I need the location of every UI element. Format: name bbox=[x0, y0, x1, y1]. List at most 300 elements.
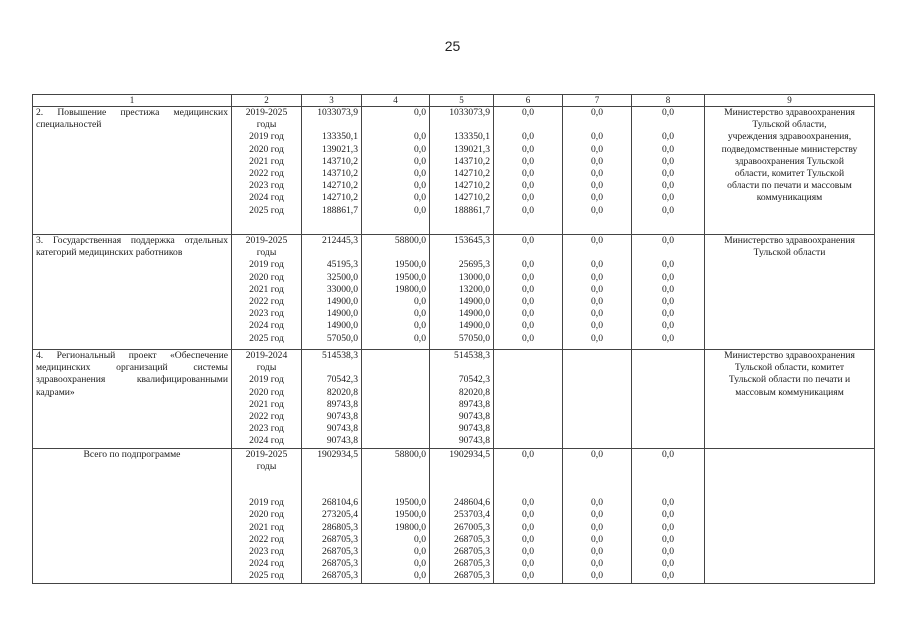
column-7-cell-value: 0,0 bbox=[591, 546, 603, 557]
total-amount-cell-value: 14900,0 bbox=[326, 320, 358, 332]
column-4-cell-value bbox=[365, 350, 426, 362]
column-7-cell-value: 0,0 bbox=[591, 180, 603, 192]
column-5-cell-value: 142710,2 bbox=[454, 192, 490, 204]
column-6-cell-value: 0,0 bbox=[522, 521, 534, 533]
column-number-4: 4 bbox=[362, 95, 430, 107]
total-amount-cell-value: 268705,3 bbox=[322, 558, 358, 570]
period-cell-value: 2019-2024 bbox=[245, 350, 288, 361]
column-5-cell-value: 188861,7 bbox=[454, 204, 490, 216]
total-amount-cell-value: 286805,3 bbox=[322, 521, 358, 533]
column-7-cell-value: 0,0 bbox=[591, 332, 603, 344]
column-4-cell-value: 19800,0 bbox=[394, 283, 426, 295]
column-7-cell-value: 0,0 bbox=[591, 570, 603, 582]
column-6-cell bbox=[494, 448, 563, 583]
column-8-cell-value bbox=[635, 119, 701, 131]
period-cell-value: 2021 год bbox=[249, 155, 284, 167]
column-8-cell-value bbox=[635, 399, 701, 411]
total-amount-cell-value: 57050,0 bbox=[326, 332, 358, 344]
total-amount-cell-value: 268705,3 bbox=[322, 570, 358, 582]
period-cell-value: 2024 год bbox=[249, 320, 284, 332]
column-6-cell bbox=[494, 350, 563, 449]
column-6-cell-value: 0,0 bbox=[522, 558, 534, 570]
column-6-cell-value bbox=[497, 387, 559, 399]
column-4-cell bbox=[362, 235, 430, 350]
total-amount-cell-value: 90743,8 bbox=[326, 435, 358, 447]
column-8-cell-value: 0,0 bbox=[662, 204, 674, 216]
total-amount-cell-value: 212445,3 bbox=[322, 235, 358, 246]
column-6-cell-value: 0,0 bbox=[522, 570, 534, 582]
total-amount-cell-value bbox=[305, 461, 358, 473]
column-7-cell-value: 0,0 bbox=[591, 320, 603, 332]
period-cell-value: 2019-2025 bbox=[245, 448, 288, 460]
column-5-cell-value: 267005,3 bbox=[454, 521, 490, 533]
column-4-cell-value: 0,0 bbox=[414, 155, 426, 167]
column-8-cell-value: 0,0 bbox=[662, 521, 674, 533]
column-7-cell-value: 0,0 bbox=[591, 509, 603, 521]
organization-line: Тульской области, комитет bbox=[734, 362, 845, 374]
column-7-cell-value: 0,0 bbox=[591, 271, 603, 283]
period-cell-value: 2021 год bbox=[249, 398, 284, 410]
column-5-cell bbox=[430, 235, 494, 350]
column-5-cell-value: 268705,3 bbox=[454, 570, 490, 582]
column-6-cell-value: 0,0 bbox=[522, 295, 534, 307]
column-8-cell-value bbox=[635, 247, 701, 259]
column-5-cell bbox=[430, 448, 494, 583]
column-8-cell-value: 0,0 bbox=[662, 180, 674, 192]
column-5-cell-value: 1902934,5 bbox=[449, 448, 490, 460]
column-8-cell-value: 0,0 bbox=[662, 332, 674, 344]
column-7-cell-value bbox=[566, 119, 628, 131]
column-7-cell-value: 0,0 bbox=[591, 521, 603, 533]
column-8-cell-value bbox=[635, 485, 701, 497]
organization-line: области, комитет Тульской bbox=[734, 167, 845, 179]
total-amount-cell-value: 1902934,5 bbox=[317, 448, 358, 460]
column-8-cell-value bbox=[635, 362, 701, 374]
column-5-cell-value: 268705,3 bbox=[454, 533, 490, 545]
column-7-cell bbox=[563, 350, 632, 449]
column-7-cell-value bbox=[566, 473, 628, 485]
column-7-cell-value: 0,0 bbox=[591, 131, 603, 143]
column-8-cell bbox=[632, 350, 705, 449]
total-amount-cell-value: 142710,2 bbox=[322, 180, 358, 192]
period-cell-value: 2025 год bbox=[249, 570, 284, 582]
column-7-cell-value: 0,0 bbox=[591, 558, 603, 570]
column-5-cell-value: 139021,3 bbox=[454, 143, 490, 155]
column-4-cell-value: 0,0 bbox=[414, 192, 426, 204]
period-cell-value: 2023 год bbox=[249, 308, 284, 320]
column-8-cell-value: 0,0 bbox=[662, 308, 674, 320]
period-cell bbox=[232, 448, 302, 583]
column-8-cell-value bbox=[635, 387, 701, 399]
total-amount-cell-value: 14900,0 bbox=[326, 295, 358, 307]
total-amount-cell-value bbox=[305, 473, 358, 485]
period-cell-value: годы bbox=[256, 119, 277, 131]
column-5-cell-value: 143710,2 bbox=[454, 155, 490, 167]
total-amount-cell-value: 33000,0 bbox=[326, 283, 358, 295]
column-6-cell-value bbox=[497, 473, 559, 485]
column-7-cell-value: 0,0 bbox=[591, 448, 603, 460]
column-8-cell-value bbox=[635, 411, 701, 423]
period-cell bbox=[232, 350, 302, 449]
total-amount-cell-value: 268104,6 bbox=[322, 497, 358, 509]
column-7-cell-value bbox=[566, 350, 628, 362]
column-6-cell bbox=[494, 107, 563, 235]
total-amount-cell-value bbox=[305, 247, 358, 259]
total-amount-cell-value: 89743,8 bbox=[326, 398, 358, 410]
column-8-cell-value: 0,0 bbox=[662, 131, 674, 143]
column-4-cell-value: 0,0 bbox=[414, 558, 426, 570]
column-8-cell-value: 0,0 bbox=[662, 271, 674, 283]
activity-name: 4. Региональный проект «Обеспечение медицинских организаций системы здравоохранения квалифицированными кадрами» bbox=[33, 350, 232, 449]
column-number-1: 1 bbox=[33, 95, 232, 107]
column-number-7: 7 bbox=[563, 95, 632, 107]
column-5-cell-value: 82020,8 bbox=[458, 386, 490, 398]
column-7-cell-value bbox=[566, 411, 628, 423]
period-cell-value: 2024 год bbox=[249, 558, 284, 570]
column-5-cell-value: 253703,4 bbox=[454, 509, 490, 521]
total-amount-cell-value: 273205,4 bbox=[322, 509, 358, 521]
column-8-cell-value: 0,0 bbox=[662, 107, 674, 118]
page-number: 25 bbox=[444, 38, 461, 54]
column-8-cell-value: 0,0 bbox=[662, 448, 674, 460]
table-row bbox=[33, 350, 875, 449]
period-cell-value: годы bbox=[256, 460, 277, 472]
period-cell-value: 2022 год bbox=[249, 295, 284, 307]
total-amount-cell-value: 70542,3 bbox=[326, 374, 358, 386]
period-cell-value: 2020 год bbox=[249, 271, 284, 283]
period-cell-value: годы bbox=[256, 247, 277, 259]
column-4-cell-value: 19500,0 bbox=[394, 509, 426, 521]
total-amount-cell-value: 90743,8 bbox=[326, 423, 358, 435]
column-4-cell-value bbox=[365, 374, 426, 386]
period-cell-value: 2023 год bbox=[249, 180, 284, 192]
column-4-cell-value: 0,0 bbox=[414, 295, 426, 307]
column-4-cell-value: 0,0 bbox=[414, 107, 426, 118]
column-8-cell-value: 0,0 bbox=[662, 497, 674, 509]
period-cell-value: 2019-2025 bbox=[245, 107, 288, 118]
column-6-cell-value: 0,0 bbox=[522, 509, 534, 521]
column-6-cell-value bbox=[497, 247, 559, 259]
period-cell-value: 2023 год bbox=[249, 423, 284, 435]
period-cell-value bbox=[235, 485, 298, 497]
column-7-cell-value bbox=[566, 387, 628, 399]
column-4-cell-value bbox=[365, 411, 426, 423]
organization-line: учреждения здравоохранения, bbox=[727, 131, 852, 143]
column-6-cell-value: 0,0 bbox=[522, 497, 534, 509]
responsible-organization bbox=[705, 448, 875, 583]
table-row bbox=[33, 448, 875, 583]
column-5-cell-value: 25695,3 bbox=[458, 259, 490, 271]
total-amount-cell-value: 139021,3 bbox=[322, 143, 358, 155]
total-amount-cell-value: 268705,3 bbox=[322, 533, 358, 545]
column-8-cell-value bbox=[635, 350, 701, 362]
column-6-cell-value: 0,0 bbox=[522, 308, 534, 320]
column-5-cell-value: 70542,3 bbox=[458, 374, 490, 386]
column-5-cell-value bbox=[433, 119, 490, 131]
organization-line: Министерство здравоохранения bbox=[724, 235, 855, 246]
column-4-cell bbox=[362, 448, 430, 583]
organization-line: Тульской области по печати и bbox=[728, 374, 851, 386]
column-4-cell-value bbox=[365, 461, 426, 473]
column-6-cell-value: 0,0 bbox=[522, 259, 534, 271]
column-8-cell-value: 0,0 bbox=[662, 558, 674, 570]
column-7-cell-value bbox=[566, 435, 628, 447]
column-6-cell-value: 0,0 bbox=[522, 143, 534, 155]
column-7-cell bbox=[563, 448, 632, 583]
column-5-cell bbox=[430, 350, 494, 449]
column-8-cell bbox=[632, 107, 705, 235]
total-amount-cell-value: 14900,0 bbox=[326, 308, 358, 320]
column-4-cell-value bbox=[365, 119, 426, 131]
column-7-cell-value: 0,0 bbox=[591, 259, 603, 271]
column-8-cell-value: 0,0 bbox=[662, 546, 674, 557]
column-7-cell-value bbox=[566, 461, 628, 473]
column-6-cell-value: 0,0 bbox=[522, 332, 534, 344]
period-cell-value: 2022 год bbox=[249, 410, 284, 422]
column-4-cell-value: 19800,0 bbox=[394, 521, 426, 533]
period-cell bbox=[232, 107, 302, 235]
column-8-cell-value bbox=[635, 461, 701, 473]
column-5-cell bbox=[430, 107, 494, 235]
total-amount-cell-value: 142710,2 bbox=[322, 192, 358, 204]
column-6-cell-value bbox=[497, 435, 559, 447]
total-amount-cell-value: 143710,2 bbox=[322, 155, 358, 167]
column-6-cell-value: 0,0 bbox=[522, 131, 534, 143]
organization-line: Министерство здравоохранения bbox=[724, 350, 855, 361]
column-6-cell-value: 0,0 bbox=[522, 167, 534, 179]
column-5-cell-value: 268705,3 bbox=[454, 546, 490, 557]
column-4-cell-value: 19500,0 bbox=[394, 271, 426, 283]
column-7-cell-value: 0,0 bbox=[591, 308, 603, 320]
column-6-cell-value bbox=[497, 119, 559, 131]
organization-line: Тульской области bbox=[753, 247, 826, 259]
organization-line: массовым коммуникациям bbox=[735, 386, 844, 398]
total-amount-cell bbox=[302, 107, 362, 235]
column-4-cell-value: 0,0 bbox=[414, 533, 426, 545]
organization-line: области по печати и массовым bbox=[727, 180, 852, 192]
total-amount-cell-value: 82020,8 bbox=[326, 386, 358, 398]
period-cell-value: 2019 год bbox=[249, 497, 284, 509]
column-5-cell-value: 248604,6 bbox=[454, 497, 490, 509]
column-5-cell-value bbox=[433, 247, 490, 259]
column-6-cell-value: 0,0 bbox=[522, 107, 534, 118]
period-cell-value: 2023 год bbox=[249, 546, 284, 557]
total-amount-cell-value: 514538,3 bbox=[322, 350, 358, 361]
column-4-cell-value: 0,0 bbox=[414, 180, 426, 192]
period-cell-value: 2020 год bbox=[249, 386, 284, 398]
column-7-cell-value bbox=[566, 399, 628, 411]
column-5-cell-value: 14900,0 bbox=[458, 320, 490, 332]
column-8-cell-value: 0,0 bbox=[662, 235, 674, 246]
column-5-cell-value: 90743,8 bbox=[458, 423, 490, 435]
period-cell-value: 2020 год bbox=[249, 509, 284, 521]
column-7-cell-value: 0,0 bbox=[591, 283, 603, 295]
column-4-cell-value: 58800,0 bbox=[394, 235, 426, 246]
column-6-cell-value: 0,0 bbox=[522, 320, 534, 332]
column-number-2: 2 bbox=[232, 95, 302, 107]
column-6-cell-value bbox=[497, 362, 559, 374]
column-5-cell-value: 142710,2 bbox=[454, 180, 490, 192]
period-cell-value: 2024 год bbox=[249, 435, 284, 447]
column-6-cell-value: 0,0 bbox=[522, 271, 534, 283]
column-8-cell-value: 0,0 bbox=[662, 509, 674, 521]
column-5-cell-value: 90743,8 bbox=[458, 410, 490, 422]
period-cell-value: 2019 год bbox=[249, 374, 284, 386]
organization-line: Министерство здравоохранения bbox=[724, 107, 855, 118]
column-8-cell-value: 0,0 bbox=[662, 533, 674, 545]
column-4-cell bbox=[362, 107, 430, 235]
period-cell-value: 2022 год bbox=[249, 533, 284, 545]
column-5-cell-value: 13000,0 bbox=[458, 271, 490, 283]
column-5-cell-value bbox=[433, 473, 490, 485]
column-6-cell-value bbox=[497, 411, 559, 423]
period-cell-value: 2021 год bbox=[249, 283, 284, 295]
column-4-cell-value: 19500,0 bbox=[394, 259, 426, 271]
period-cell-value: 2021 год bbox=[249, 521, 284, 533]
column-6-cell-value: 0,0 bbox=[522, 533, 534, 545]
column-8-cell-value: 0,0 bbox=[662, 192, 674, 204]
column-5-cell-value bbox=[433, 485, 490, 497]
period-cell-value: 2019-2025 bbox=[245, 235, 288, 246]
total-amount-cell-value: 90743,8 bbox=[326, 410, 358, 422]
column-6-cell-value bbox=[497, 485, 559, 497]
column-8-cell-value bbox=[635, 374, 701, 386]
table-header-row bbox=[33, 95, 875, 107]
period-cell-value: 2019 год bbox=[249, 131, 284, 143]
column-8-cell bbox=[632, 448, 705, 583]
column-5-cell-value: 514538,3 bbox=[454, 350, 490, 361]
column-7-cell bbox=[563, 235, 632, 350]
responsible-organization bbox=[705, 107, 875, 235]
column-4-cell-value bbox=[365, 485, 426, 497]
column-6-cell-value: 0,0 bbox=[522, 204, 534, 216]
column-4-cell-value: 19500,0 bbox=[394, 497, 426, 509]
period-cell-value: 2019 год bbox=[249, 259, 284, 271]
column-6-cell-value bbox=[497, 374, 559, 386]
column-4-cell-value bbox=[365, 399, 426, 411]
column-5-cell-value: 57050,0 bbox=[458, 332, 490, 344]
column-6-cell bbox=[494, 235, 563, 350]
total-amount-cell-value bbox=[305, 362, 358, 374]
column-4-cell-value bbox=[365, 362, 426, 374]
organization-line: здравоохранения Тульской bbox=[735, 155, 844, 167]
column-5-cell-value: 14900,0 bbox=[458, 308, 490, 320]
period-cell-value bbox=[235, 473, 298, 485]
column-7-cell-value bbox=[566, 374, 628, 386]
column-4-cell-value: 0,0 bbox=[414, 167, 426, 179]
total-amount-cell-value bbox=[305, 119, 358, 131]
column-8-cell-value bbox=[635, 435, 701, 447]
column-5-cell-value: 153645,3 bbox=[454, 235, 490, 246]
column-5-cell-value: 13200,0 bbox=[458, 283, 490, 295]
column-4-cell-value: 0,0 bbox=[414, 320, 426, 332]
column-8-cell-value bbox=[635, 473, 701, 485]
column-6-cell-value bbox=[497, 423, 559, 435]
column-8-cell-value bbox=[635, 423, 701, 435]
column-4-cell bbox=[362, 350, 430, 449]
column-4-cell-value bbox=[365, 473, 426, 485]
period-cell bbox=[232, 235, 302, 350]
column-8-cell-value: 0,0 bbox=[662, 143, 674, 155]
column-7-cell-value bbox=[566, 485, 628, 497]
column-7-cell-value bbox=[566, 362, 628, 374]
column-8-cell-value: 0,0 bbox=[662, 283, 674, 295]
column-7-cell-value: 0,0 bbox=[591, 295, 603, 307]
column-4-cell-value: 0,0 bbox=[414, 131, 426, 143]
activity-name: 3. Государственная поддержка отдельных категорий медицинских работников bbox=[33, 235, 232, 350]
column-6-cell-value bbox=[497, 461, 559, 473]
column-5-cell-value: 1033073,9 bbox=[449, 107, 490, 118]
period-cell-value: 2020 год bbox=[249, 143, 284, 155]
table-row bbox=[33, 107, 875, 235]
column-5-cell-value: 133350,1 bbox=[454, 131, 490, 143]
column-6-cell-value bbox=[497, 350, 559, 362]
total-amount-cell-value: 133350,1 bbox=[322, 131, 358, 143]
organization-line: коммуникациям bbox=[756, 192, 823, 204]
column-6-cell-value: 0,0 bbox=[522, 180, 534, 192]
total-amount-cell-value: 268705,3 bbox=[322, 546, 358, 557]
column-number-6: 6 bbox=[494, 95, 563, 107]
total-amount-cell bbox=[302, 448, 362, 583]
column-8-cell-value: 0,0 bbox=[662, 295, 674, 307]
column-5-cell-value: 142710,2 bbox=[454, 167, 490, 179]
column-4-cell-value: 0,0 bbox=[414, 570, 426, 582]
column-number-5: 5 bbox=[430, 95, 494, 107]
column-4-cell-value bbox=[365, 423, 426, 435]
column-5-cell-value: 14900,0 bbox=[458, 295, 490, 307]
total-amount-cell-value: 1033073,9 bbox=[317, 107, 358, 118]
column-4-cell-value: 0,0 bbox=[414, 204, 426, 216]
column-8-cell-value: 0,0 bbox=[662, 259, 674, 271]
column-7-cell-value bbox=[566, 423, 628, 435]
column-4-cell-value: 58800,0 bbox=[394, 448, 426, 460]
activity-name: 2. Повышение престижа медицинских специальностей bbox=[33, 107, 232, 235]
column-4-cell-value bbox=[365, 247, 426, 259]
table-row bbox=[33, 235, 875, 350]
column-7-cell-value: 0,0 bbox=[591, 204, 603, 216]
column-6-cell-value: 0,0 bbox=[522, 283, 534, 295]
column-5-cell-value: 268705,3 bbox=[454, 558, 490, 570]
period-cell-value: 2022 год bbox=[249, 167, 284, 179]
column-number-9: 9 bbox=[705, 95, 875, 107]
column-number-8: 8 bbox=[632, 95, 705, 107]
column-6-cell-value: 0,0 bbox=[522, 546, 534, 557]
column-6-cell-value bbox=[497, 399, 559, 411]
column-4-cell-value: 0,0 bbox=[414, 546, 426, 557]
column-5-cell-value bbox=[433, 362, 490, 374]
total-amount-cell-value: 32500,0 bbox=[326, 271, 358, 283]
column-8-cell-value: 0,0 bbox=[662, 570, 674, 582]
column-8-cell-value: 0,0 bbox=[662, 155, 674, 167]
period-cell-value: 2025 год bbox=[249, 204, 284, 216]
column-8-cell-value: 0,0 bbox=[662, 320, 674, 332]
total-amount-cell-value: 188861,7 bbox=[322, 204, 358, 216]
column-4-cell-value: 0,0 bbox=[414, 308, 426, 320]
column-7-cell-value: 0,0 bbox=[591, 235, 603, 246]
column-5-cell-value: 90743,8 bbox=[458, 435, 490, 447]
column-4-cell-value: 0,0 bbox=[414, 143, 426, 155]
period-cell-value: 2025 год bbox=[249, 332, 284, 344]
column-4-cell-value: 0,0 bbox=[414, 332, 426, 344]
column-4-cell-value bbox=[365, 435, 426, 447]
column-6-cell-value: 0,0 bbox=[522, 448, 534, 460]
total-amount-cell-value: 143710,2 bbox=[322, 167, 358, 179]
total-amount-cell bbox=[302, 350, 362, 449]
column-7-cell-value: 0,0 bbox=[591, 167, 603, 179]
column-6-cell-value: 0,0 bbox=[522, 235, 534, 246]
column-5-cell-value bbox=[433, 461, 490, 473]
total-amount-cell bbox=[302, 235, 362, 350]
